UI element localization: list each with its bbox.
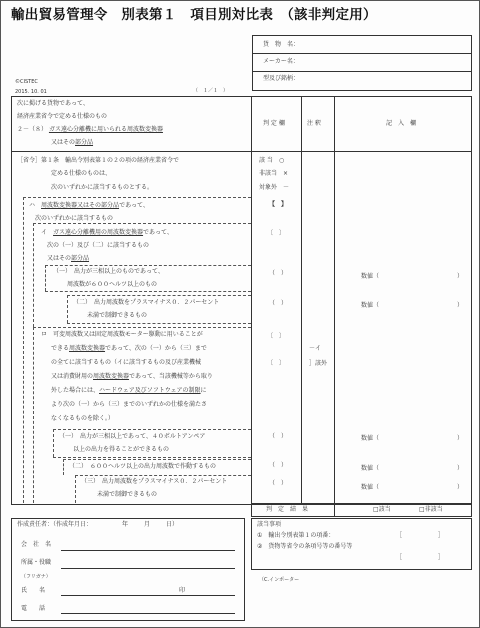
section-i-2-line-2: 未満で制御できるもの: [87, 312, 148, 319]
section-ro-line-3: の全てに該当するもの（イに該当するもの及び産業機械: [51, 359, 202, 366]
section-i-1-line-2: 周波数が６００ヘルツ以上のもの: [67, 281, 158, 288]
ordinance-line-3: 次のいずれかに該当するものとする。: [51, 184, 154, 191]
basis-mark-1: －イ: [309, 345, 322, 352]
value-entry-5[interactable]: 数値（ ）: [361, 484, 464, 491]
section-ro-1-line-2: 以上の出力を得ることができるもの: [73, 446, 170, 453]
page-number: （ １／１ ）: [193, 88, 229, 94]
section-ha-bracket: 【 】: [269, 201, 288, 208]
ordinance-line-1: ［省令］第１条 輸出令別表第１の２の項の経済産業省令で: [17, 157, 180, 164]
section-ro-1-bracket: （ ）: [269, 433, 288, 440]
section-ro-line-1: ロ 可変周波数又は固定周波数モーター駆動に用いることが: [41, 331, 203, 338]
option-out-of-scope: 対象外 －: [259, 184, 290, 191]
section-ro-2-line-1: （二） ６００ヘルツ以上の出力周波数で作動するもの: [69, 463, 217, 470]
section-ro-3-line-2: 未満で制御できるもの: [97, 491, 158, 498]
section-ro-line-5: 外した場合には、ハードウェア及びソフトウェアの制限に: [51, 387, 207, 394]
value-entry-4[interactable]: 数値（ ）: [361, 465, 464, 472]
creator-box: [11, 518, 245, 621]
note-1: ① 輸出令別表第１の項番：: [257, 532, 335, 539]
kana-label: （フリガナ）: [21, 574, 51, 580]
not-applicable-checkbox[interactable]: □非該当: [419, 506, 443, 513]
applicable-checkbox[interactable]: □該当: [373, 506, 391, 513]
value-entry-2[interactable]: 数値（ ）: [361, 302, 464, 309]
option-not-applicable: 非該当 ×: [259, 170, 289, 177]
judgment-result-label: 判 定 結 果: [266, 506, 309, 513]
section-ro-1-line-1: （一） 出力が三相以上であって、４０ボルトアンペア: [59, 433, 206, 440]
section-i-bracket: 〔 〕: [267, 230, 286, 237]
section-i-2-line-1: （二） 出力周波数をプラスマイナス０．２パーセント: [73, 299, 220, 306]
section-ha: ハ 周波数変換器又はその部分品であって、: [29, 202, 149, 209]
section-ro-3-bracket: （ ）: [269, 480, 288, 487]
company-label: 会 社 名: [21, 541, 52, 548]
section-ro-line-2: できる周波数変換器であって、次の（一）から（三）まで: [51, 345, 207, 352]
date-text: 2015. 10. 01: [15, 89, 47, 95]
notes-title: 該当事項: [257, 521, 282, 528]
basis-header: 注 釈: [307, 120, 321, 127]
copyright-text: ©CISTEC: [15, 79, 38, 85]
section-i: イ ガス遠心分離機用の周波数変換器であって、: [41, 229, 173, 236]
section-ro-bracket-2: 〔 〕: [267, 360, 286, 367]
section-ro-2-bracket: （ ）: [269, 462, 288, 469]
section-i-1-line-1: （一） 出力が三相以上のものであって、: [53, 268, 164, 275]
section-i-line-3: 又はその部分品: [47, 255, 90, 262]
page-title: 輸出貿易管理令 別表第１ 項目別対比表 （該非判定用）: [11, 7, 377, 23]
section-ha-line-2: 次のいずれかに該当するもの: [35, 215, 114, 222]
option-applicable: 該 当 ○: [259, 157, 285, 164]
seal-mark: 印: [179, 587, 186, 594]
importer-note: （C.インポーター: [259, 577, 300, 583]
model-label: 型及び銘柄：: [263, 75, 300, 82]
maker-name-label: メーカー名：: [263, 58, 299, 65]
dept-label: 所属・役職: [21, 559, 52, 566]
section-i-1-bracket: （ ）: [269, 270, 288, 277]
section-i-2-bracket: （ ）: [269, 300, 288, 307]
section-i-line-2: 次の（一）及び（二）に該当するもの: [47, 242, 150, 249]
value-entry-1[interactable]: 数値（ ）: [361, 273, 464, 280]
intro-line-2: 経済産業省令で定める仕様のもの: [17, 113, 108, 120]
section-ro-bracket-1: 〔 〕: [267, 333, 286, 340]
goods-name-label: 貨 物 名：: [263, 41, 300, 48]
creator-label: 作成責任者：（作成年月日： 年 月 日）: [17, 521, 179, 528]
section-ro-line-4: 又は消費財用の周波数変換器であって、当該機械等から取り: [51, 373, 213, 380]
ordinance-line-2: 定める仕様のものは、: [51, 170, 112, 177]
intro-line-1: 次に掲げる貨物であって、: [17, 100, 89, 107]
judgment-header: 判 定 欄: [263, 120, 285, 127]
name-label: 氏 名: [21, 587, 46, 594]
phone-label: 電 話: [21, 605, 46, 612]
section-ro-line-7: なくなるものを除く。）: [51, 415, 114, 422]
note-2: ② 貨物等省令の条項号等の番号等: [257, 543, 353, 550]
basis-mark-2: ］該外: [309, 360, 328, 367]
note-1-bracket: ［ ］: [396, 532, 445, 539]
value-entry-3[interactable]: 数値（ ）: [361, 435, 464, 442]
section-ro-3-line-1: （三） 出力周波数をプラスマイナス０．２パーセント: [81, 478, 228, 485]
intro-line-3: ２－（８） ガス遠心分離機に用いられる周波数変換器: [17, 126, 163, 133]
entry-header: 記 入 欄: [386, 120, 417, 127]
intro-line-4: 又はその部分品: [51, 139, 94, 146]
section-ro-line-6: より次の（一）から（三）までのいずれかの仕様を満たさ: [51, 401, 208, 408]
note-2-bracket: ［ ］: [396, 554, 445, 561]
